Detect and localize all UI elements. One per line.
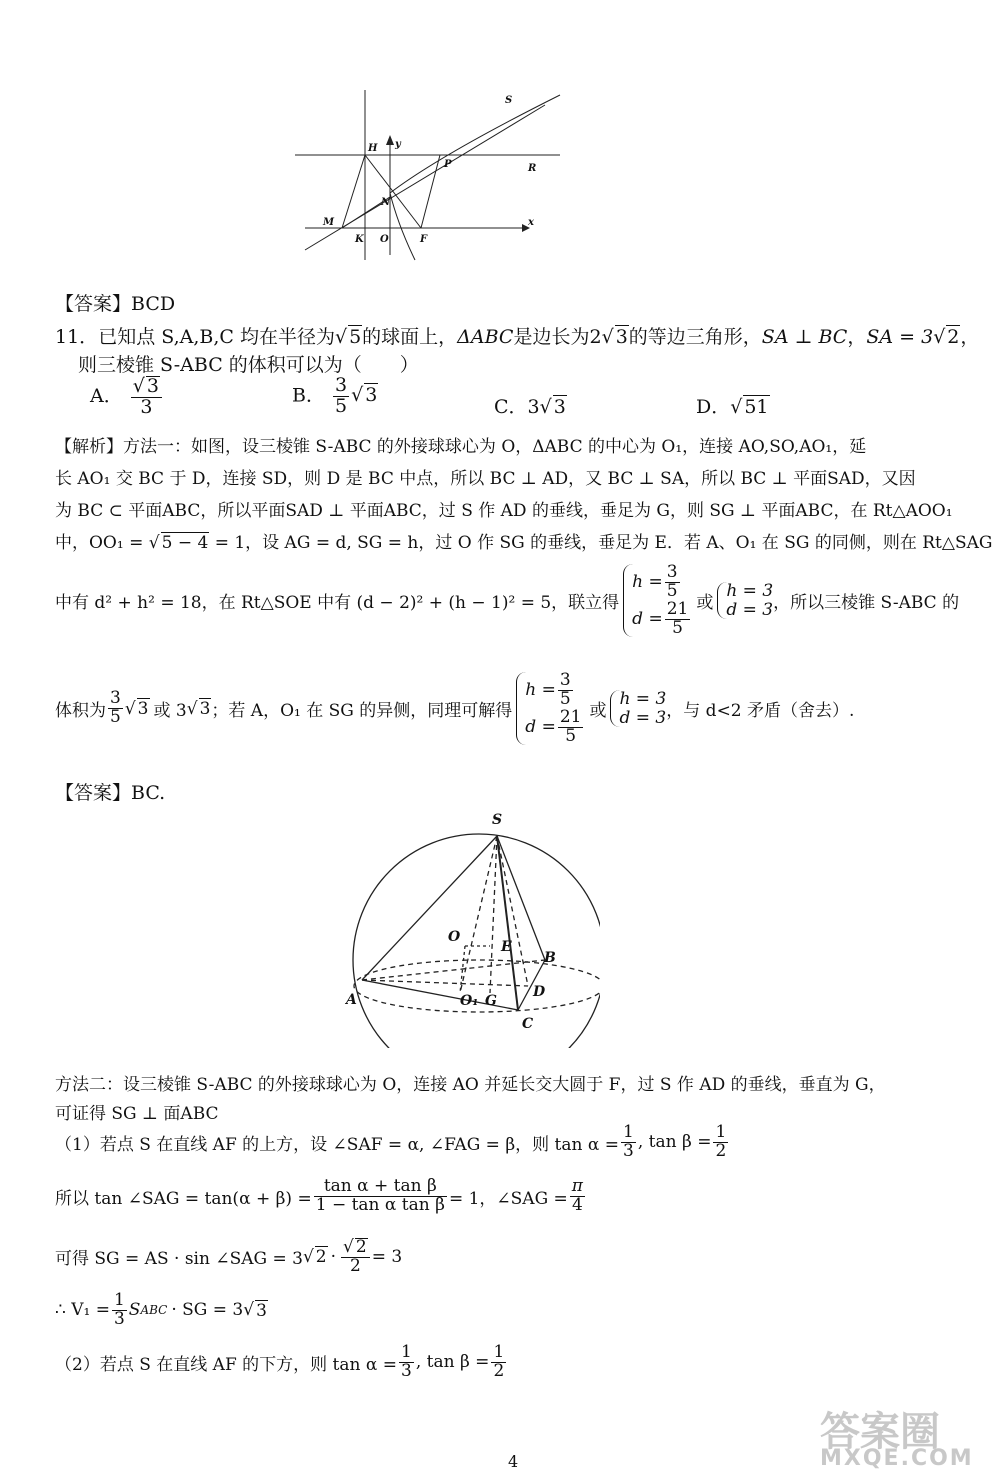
analysis-line3: 为 BC ⊂ 平面ABC，所以平面SAD ⊥ 平面ABC，过 S 作 AD 的垂线，垂足为 G，则 SG ⊥ 平面ABC，在 Rt△AOO₁	[55, 501, 953, 521]
label-D: D	[533, 984, 546, 1000]
label-O2: O	[448, 929, 461, 945]
radius-value: 5	[349, 326, 362, 348]
method2-line2: 可证得 SG ⊥ 面ABC	[55, 1104, 219, 1124]
system-1: h = $\frac{3}{5}$ d = $\frac{21}{5}$	[623, 564, 692, 637]
question-number: 11．	[55, 326, 99, 348]
coordinate-figure	[290, 85, 570, 265]
label-P: P	[444, 159, 452, 170]
label-O1: O₁	[460, 993, 479, 1009]
sphere-figure	[340, 808, 600, 1048]
page-number: 4	[508, 1452, 519, 1471]
analysis-line4: 中，OO₁ = √ 5 − 4 = 1，设 AG = d, SG = h，过 O 作 SG 的垂线，垂足为 E．若 A、O₁ 在 SG 的同侧，则在 Rt△SAG	[55, 528, 992, 553]
label-M: M	[323, 217, 335, 228]
question-11-line2: 则三棱锥 S-ABC 的体积可以为（ ）	[78, 354, 419, 376]
label-N: N	[381, 197, 391, 208]
label-x: x	[528, 217, 534, 228]
method2-line6: ∴ V₁ = $\frac{1}{3}$ S ABC · SG = 3 √ 3	[55, 1292, 268, 1329]
label-K: K	[355, 234, 364, 245]
label-y: y	[395, 139, 401, 150]
analysis-line1: 【解析】方法一：如图，设三棱锥 S-ABC 的外接球球心为 O，ΔABC 的中心为 O₁，连接 AO,SO,AO₁，延	[55, 437, 867, 457]
method2-line4: 所以 tan ∠SAG = tan(α + β) = $\frac{\text{tan α + tan β}}{\text{1 − tan α tan β}}$ = 1，∠SAG = $\frac{\pi}{4}$	[55, 1176, 583, 1215]
system-2: h = 3 d = 3	[717, 582, 773, 619]
label-A: A	[346, 992, 357, 1008]
analysis-line2: 长 AO₁ 交 BC 于 D，连接 SD，则 D 是 BC 中点，所以 BC ⊥ AD，又 BC ⊥ SA，所以 BC ⊥ 平面SAD，又因	[55, 469, 916, 489]
method2-line7: （2）若点 S 在直线 AF 的下方，则 tan α = $\frac{1}{3}$ , tan β = $\frac{1}{2}$	[55, 1342, 505, 1381]
answer-10: 【答案】BCD	[55, 293, 176, 315]
question-11-line1: 11．已知点 S,A,B,C 均在半径为√ 5的球面上，ΔABC是边长为2√ 3的等边三角形，SA ⊥ BC，SA = 3√ 2，	[55, 322, 979, 349]
label-G: G	[485, 993, 497, 1009]
label-F: F	[420, 234, 428, 245]
watermark-url: MXQE.COM	[820, 1446, 974, 1471]
analysis-line5: 中有 d² + h² = 18，在 Rt△SOE 中有 (d − 2)² + (h − 1)² = 5，联立得 h = $\frac{3}{5}$ d = $\frac{21}{5}$ 或 h = 3 d = 3 ，所以三棱锥 S-ABC 的	[55, 562, 960, 638]
option-d: D．√ 51	[696, 392, 770, 419]
label-O: O	[380, 234, 389, 245]
label-H: H	[368, 143, 378, 154]
method2-line3: （1）若点 S 在直线 AF 的上方，设 ∠SAF = α, ∠FAG = β，则 tan α = $\frac{1}{3}$ , tan β = $\frac{1}{2}$	[55, 1122, 727, 1161]
watermark-logo: 答案圈	[820, 1409, 940, 1455]
label-S: S	[505, 95, 513, 106]
option-b: B． $\frac{3}{5}$ √ 3	[292, 376, 378, 417]
label-R: R	[528, 163, 537, 174]
method2-line5: 可得 SG = AS · sin ∠SAG = 3 √ 2 · √ $\frac{2}{2}$ = 3	[55, 1238, 402, 1276]
label-C: C	[522, 1016, 534, 1032]
answer-11: 【答案】BC.	[55, 782, 166, 804]
label-E: E	[501, 939, 512, 955]
option-c: C．3√ 3	[494, 392, 567, 419]
label-S2: S	[492, 812, 503, 828]
option-a: A． √ $\frac{3}{3}$	[90, 376, 164, 418]
system-4: h = 3 d = 3	[610, 690, 666, 727]
system-3: h = $\frac{3}{5}$ d = $\frac{21}{5}$	[516, 672, 585, 745]
label-B: B	[544, 950, 556, 966]
method2-line1: 方法二：设三棱锥 S-ABC 的外接球球心为 O，连接 AO 并延长交大圆于 F，过 S 作 AD 的垂线，垂直为 G，	[55, 1075, 886, 1095]
analysis-line6: 体积为 $\frac{3}{5}$ √ 3 或 3 √ 3 ；若 A，O₁ 在 SG 的异侧，同理可解得 h = $\frac{3}{5}$ d = $\frac{21}{5}$ 或 h = 3 d = 3 ，与 d<2 矛盾（舍去）.	[55, 672, 854, 745]
